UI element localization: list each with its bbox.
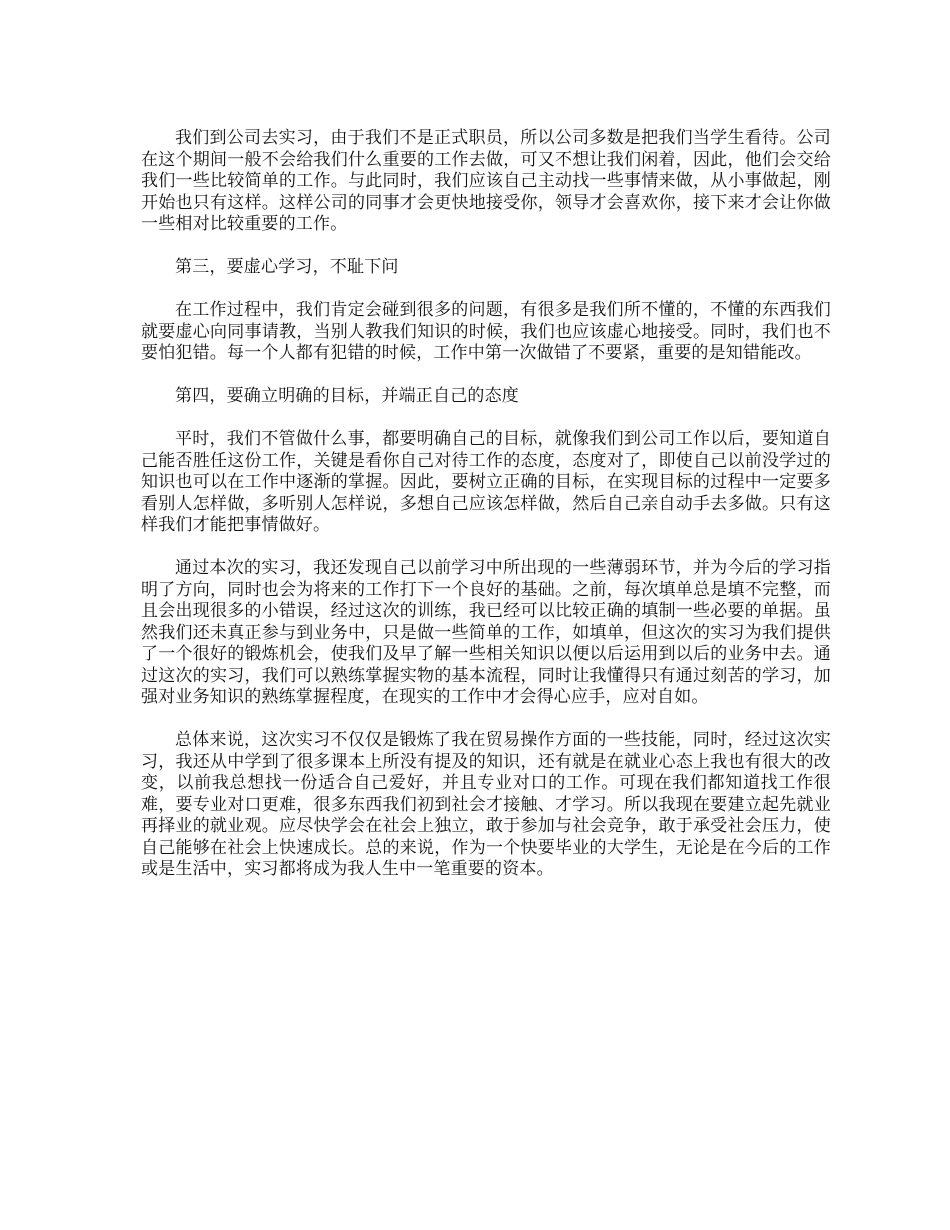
paragraph-summary: 总体来说，这次实习不仅仅是锻炼了我在贸易操作方面的一些技能，同时，经过这次实习，我还从中学到了很多课本上所没有提及的知识，还有就是在就业心态上我也有很大的改变，以前我总想找一份适合自己爱好，并且专业对口的工作。可现在我们都知道找工作很难，要专业对口更难，很多东西我们初到社会才接触、才学习。所以我现在要建立起先就业再择业的就业观。应尽快学会在社会上独立，敢于参加与社会竞争，敢于承受社会压力，使自己能够在社会上快速成长。总的来说，作为一个快要毕业的大学生，无论是在今后的工作或是生活中，实习都将成为我人生中一笔重要的资本。 <box>141 730 831 879</box>
paragraph-internship-attitude: 我们到公司去实习，由于我们不是正式职员，所以公司多数是把我们当学生看待。公司在这个期间一般不会给我们什么重要的工作去做，可又不想让我们闲着，因此，他们会交给我们一些比较简单的工作。与此同时，我们应该自己主动找一些事情来做，从小事做起，刚开始也只有这样。这样公司的同事才会更快地接受你，领导才会喜欢你，接下来才会让你做一些相对比较重要的工作。 <box>141 128 831 234</box>
paragraph-learn-humbly: 在工作过程中，我们肯定会碰到很多的问题，有很多是我们所不懂的，不懂的东西我们就要虚心向同事请教，当别人教我们知识的时候，我们也应该虚心地接受。同时，我们也不要怕犯错。每一个人都有犯错的时候，工作中第一次做错了不要紧，重要的是知错能改。 <box>141 300 831 363</box>
section-heading-third: 第三，要虚心学习，不耻下问 <box>175 257 399 277</box>
section-heading-fourth: 第四，要确立明确的目标，并端正自己的态度 <box>175 386 519 406</box>
paragraph-clear-goals: 平时，我们不管做什么事，都要明确自己的目标，就像我们到公司工作以后，要知道自己能否胜任这份工作，关键是看你自己对待工作的态度，态度对了，即使自己以前没学过的知识也可以在工作中逐渐的掌握。因此，要树立正确的目标，在实现目标的过程中一定要多看别人怎样做，多听别人怎样说，多想自己应该怎样做，然后自己亲自动手去多做。只有这样我们才能把事情做好。 <box>141 429 831 535</box>
paragraph-weaknesses-found: 通过本次的实习，我还发现自己以前学习中所出现的一些薄弱环节，并为今后的学习指明了方向，同时也会为将来的工作打下一个良好的基础。之前，每次填单总是填不完整，而且会出现很多的小错误，经过这次的训练，我已经可以比较正确的填制一些必要的单据。虽然我们还未真正参与到业务中，只是做一些简单的工作，如填单，但这次的实习为我们提供了一个很好的锻炼机会，使我们及早了解一些相关知识以便以后运用到以后的业务中去。通过这次的实习，我们可以熟练掌握实物的基本流程，同时让我懂得只有通过刻苦的学习，加强对业务知识的熟练掌握程度，在现实的工作中才会得心应手，应对自如。 <box>141 558 831 707</box>
document-body <box>141 128 831 902</box>
